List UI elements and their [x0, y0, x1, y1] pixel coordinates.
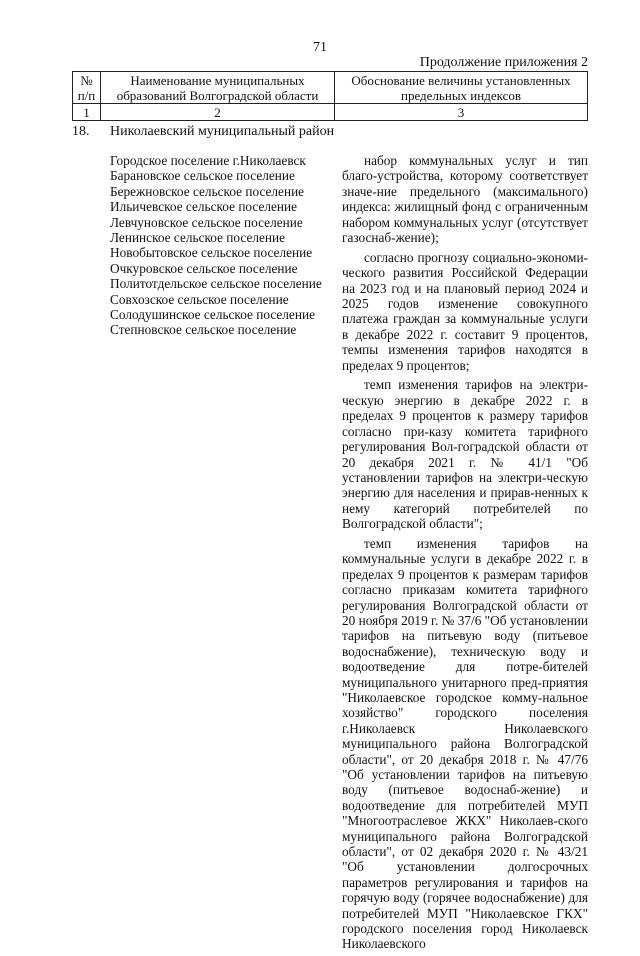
header-cell-number	[73, 72, 101, 104]
list-item: Солодушинское сельское поселение	[110, 307, 315, 323]
justification-paragraph: согласно прогнозу социально-экономи-ческого развития Российской Федерации на 2023 год и на плановый период 2024 и 2025 годов изменение совокупного платежа граждан за коммунальные услуги в декабре 2022 г. составит 9 процентов, темпы изменения тарифов находятся в пределах 9 процентов;	[342, 249, 588, 373]
header-municipality-line-1: Наименование муниципальных	[130, 72, 305, 88]
list-item: Барановское сельское поселение	[110, 168, 295, 184]
list-item: Новобытовское сельское поселение	[110, 245, 313, 261]
list-item: Городское поселение г.Николаевск	[110, 153, 306, 168]
list-item: Ильичевское сельское поселение	[110, 199, 298, 215]
justification-paragraph: темп изменения тарифов на коммунальные услуги в декабре 2022 г. в пределах 9 процентов к размерам тарифов согласно приказам комитета тарифного регулирования Волгоградской области от 20 ноября 2019 г. № 37/6 "Об установлении тарифов на питьевую воду (питьевое водоснабжение), техническую воду и водоотведение для потре-бителей муниципального унитарного пред-приятия "Николаевское городское комму-нальное хозяйство" городского поселения г.Николаевск Николаевского муниципального района Волгоградской области", от 20 декабря 2018 г. № 47/76 "Об установлении тарифов на питьевую воду (питьевое водоснаб-жение) и водоотведение для потребителей МУП "Многоотраслевое ЖКХ" Николаев-ского муниципального района Волгоградской области", от 02 декабря 2020 г. № 43/21 "Об установлении долгосрочных параметров регулирования и тарифов на горячую воду (горячее водоснабжение) для потребителей МУП "Николаевское ГКХ" городского поселения город Николаевск Николаевского	[342, 535, 588, 952]
header-cell-justification	[335, 72, 588, 104]
column-number-2: 2	[101, 104, 335, 121]
table-column-numbers-row	[73, 104, 588, 121]
section-heading	[72, 124, 334, 140]
justification-text	[342, 153, 588, 956]
appendix-continuation-note: Продолжение приложения 2	[419, 55, 588, 70]
header-number-line-2: п/п	[77, 87, 96, 103]
list-item: Степновское сельское поселение	[110, 322, 297, 338]
list-item: Политотдельское сельское поселение	[110, 276, 322, 292]
section-title: Николаевский муниципальный район	[110, 124, 335, 139]
header-cell-municipality	[101, 72, 335, 104]
header-number-line-1: №	[80, 72, 93, 88]
column-number-1: 1	[73, 104, 101, 121]
justification-paragraph: темп изменения тарифов на электри-ческую энергию в декабре 2022 г. в пределах 9 процентов к размеру тарифов согласно при-казу комитета тарифного регулирования Вол-гоградской области от 20 декабря 2021 г. № 41/1 "Об установлении тарифов на электри-ческую энергию для населения и прирав-ненных к нему категорий потребителей по Волгоградской области";	[342, 377, 588, 532]
header-justification-line-1: Обоснование величины установленных	[351, 72, 571, 88]
list-item: Ленинское сельское поселение	[110, 230, 286, 246]
list-item: Совхозское сельское поселение	[110, 291, 289, 307]
column-number-3: 3	[335, 104, 588, 121]
header-municipality-line-2: образований Волгоградской области	[116, 87, 319, 103]
justification-paragraph: набор коммунальных услуг и тип благо-устройства, которому соответствует значе-ние предельного (максимального) индекса: жилищный фонд с ограниченным набором коммунальных услуг (отсутствует газоснаб-жение);	[342, 153, 588, 246]
list-item: Левчуновское сельское поселение	[110, 214, 303, 230]
table-header-row	[73, 72, 588, 104]
page-number: 71	[313, 40, 327, 55]
list-item: Очкуровское сельское поселение	[110, 260, 298, 276]
header-justification-line-2: предельных индексов	[401, 87, 521, 103]
section-number: 18.	[72, 124, 90, 139]
list-item: Бережновское сельское поселение	[110, 183, 305, 199]
settlement-list	[110, 153, 330, 338]
table-header	[72, 71, 588, 121]
